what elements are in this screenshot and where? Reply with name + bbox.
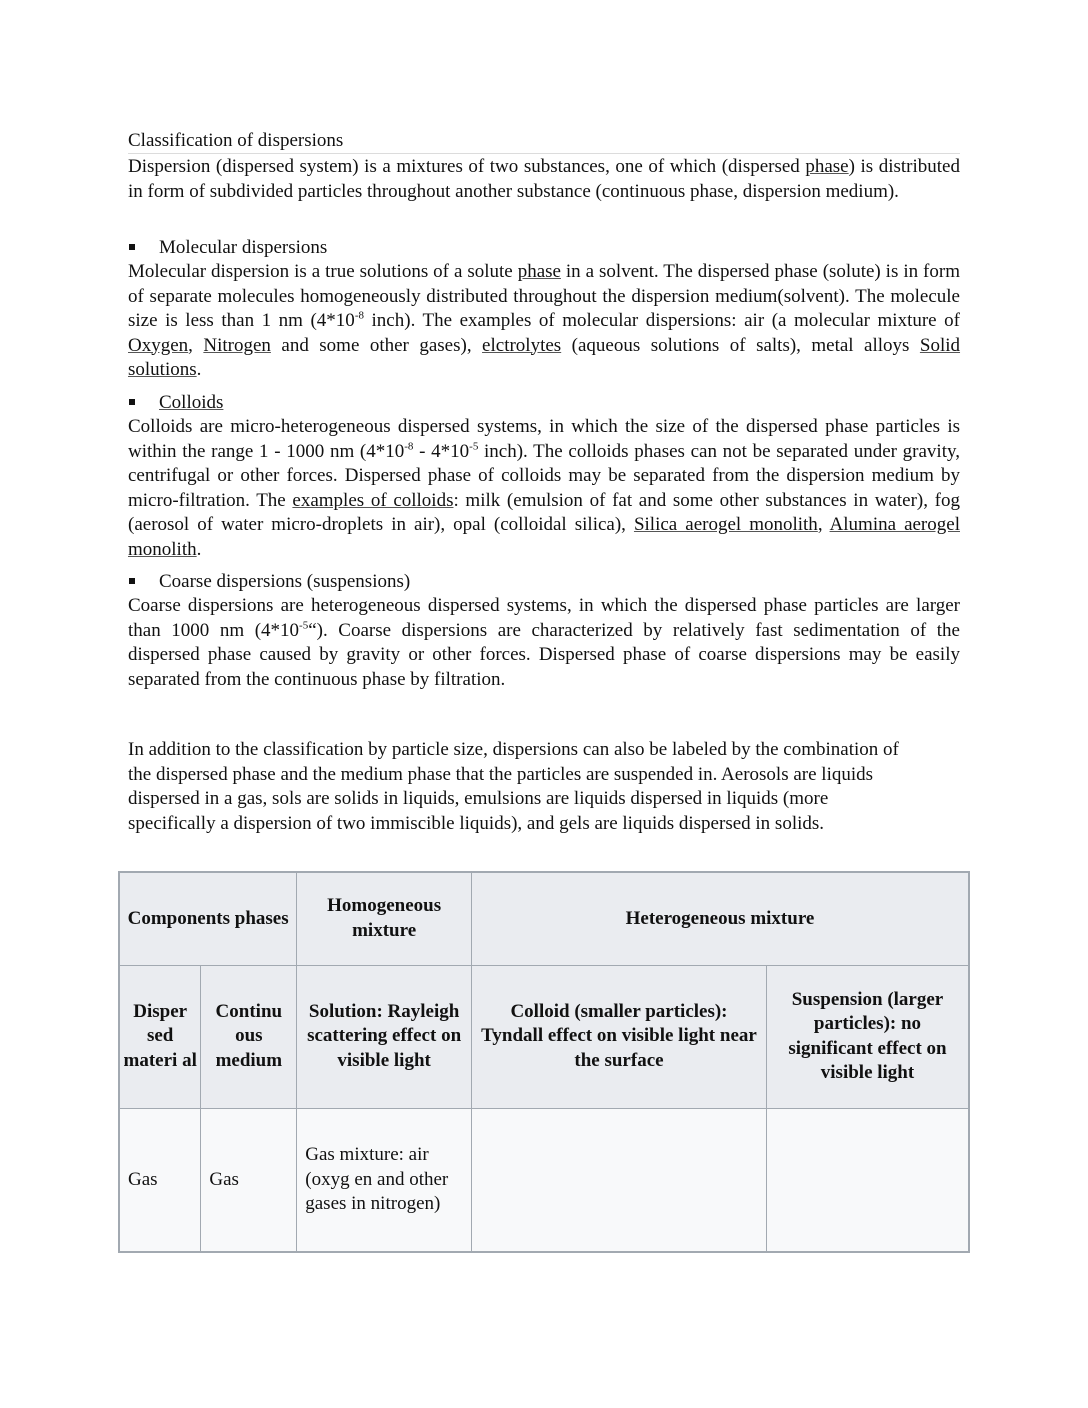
cell-solution: Gas mixture: air (oxyg en and other gases in nitrogen) [297, 1108, 472, 1252]
link-phase[interactable]: phase [517, 261, 561, 282]
colloids-paragraph [128, 415, 960, 562]
table-row [119, 1108, 969, 1252]
header-suspension: Suspension (larger particles): no significant effect on visible light [766, 965, 969, 1108]
superscript: -8 [354, 309, 364, 322]
bullet-molecular-dispersions [128, 236, 327, 260]
text: Molecular dispersion is a true solutions of a solute [128, 261, 518, 282]
link-examples-of-colloids[interactable]: examples of colloids [292, 489, 454, 511]
text: Dispersion (dispersed system) is a mixtures of two substances, one of which (dispersed [128, 156, 806, 177]
superscript: -5 [469, 440, 479, 453]
header-dispersed-material: Disper sed materi al [119, 965, 201, 1108]
link-alumina-aerogel[interactable]: Alumina aerogel monolith [128, 514, 960, 560]
link-oxygen[interactable]: Oxygen [128, 334, 189, 356]
text: Coarse dispersions are heterogeneous dispersed systems, in which the dispersed phase particles are larger than 1000 nm (4*10 [128, 595, 960, 641]
addition-paragraph: In addition to the classification by particle size, dispersions can also be labeled by the combination of the dispersed phase and the medium phase that the particles are suspended in. Aerosols are liquids dispersed in a gas, sols are solids in liquids, emulsions are liquids dispersed in liquids (more specifically a dispersion of two immiscible liquids), and gels are liquids dispersed in solids. [128, 739, 899, 834]
text: Colloids are micro-heterogeneous dispersed systems, in which the size of the dispersed phase particles is within the range 1 - 1000 nm (4*10 [128, 416, 960, 462]
bullet-coarse-dispersions [128, 570, 410, 594]
superscript: -5 [299, 619, 309, 632]
section-heading: Coarse dispersions (suspensions) [159, 571, 411, 592]
link-electrolytes[interactable]: elctrolytes [482, 334, 562, 356]
text: ) is distributed in form of subdivided particles throughout another substance (continuous phase, dispersion medium). [128, 156, 960, 202]
text: and some other gases), [270, 334, 483, 356]
intro-paragraph [128, 155, 960, 204]
link-colloids-heading[interactable]: Colloids [159, 392, 224, 413]
text: - 4*10 [413, 440, 470, 462]
text: inch). The colloids phases can not be separated under gravity, centrifugal or other forces. Dispersed phase of colloids may be separated from the dispersion medium by micro-filtration. The [128, 440, 960, 511]
header-components-phases: Components phases [119, 872, 297, 965]
link-phase[interactable]: phase [805, 156, 849, 177]
text: . [196, 538, 202, 560]
text: , [188, 334, 204, 356]
link-silica-aerogel[interactable]: Silica aerogel monolith [633, 514, 818, 535]
bullet-square-icon [129, 399, 135, 405]
superscript: -8 [404, 440, 414, 453]
cell-continuous: Gas [201, 1108, 297, 1252]
header-solution: Solution: Rayleigh scattering effect on visible light [297, 965, 472, 1108]
text: in a solvent. The dispersed phase (solute) is in form of separate molecules homogeneously distributed throughout the dispersion medium(solvent). The molecule size is less than 1 nm (4*10 [128, 261, 960, 331]
link-nitrogen[interactable]: Nitrogen [203, 334, 271, 356]
header-homogeneous-mixture: Homogeneous mixture [297, 872, 472, 965]
bullet-square-icon [129, 244, 135, 250]
cell-suspension [766, 1108, 969, 1252]
text: . [196, 359, 202, 380]
table-subheader-row [119, 965, 969, 1108]
coarse-paragraph [128, 594, 960, 692]
cell-dispersed: Gas [119, 1108, 201, 1252]
header-continuous-medium: Continu ous medium [201, 965, 297, 1108]
text: inch). The examples of molecular dispersions: air (a molecular mixture of [363, 310, 960, 331]
bullet-colloids [128, 391, 223, 415]
link-solid-solutions[interactable]: Solid solutions [128, 334, 961, 380]
text: “). Coarse dispersions are characterized by relatively fast sedimentation of the dispersed phase caused by gravity or other forces. Dispersed phase of coarse dispersions may be easily separated from the continuous phase by filtration. [128, 619, 960, 690]
header-colloid: Colloid (smaller particles): Tyndall effect on visible light near the surface [472, 965, 767, 1108]
document-title: Classification of dispersions [128, 129, 960, 154]
header-heterogeneous-mixture: Heterogeneous mixture [472, 872, 970, 965]
bullet-square-icon [129, 578, 135, 584]
section-heading: Molecular dispersions [159, 237, 328, 258]
dispersion-mixture-table [118, 871, 970, 1253]
text: : milk (emulsion of fat and some other substances in water), fog (aerosol of water micro-droplets in air), opal (colloidal silica), [128, 489, 960, 535]
molecular-paragraph [128, 260, 960, 383]
cell-colloid [472, 1108, 767, 1252]
text: , [817, 514, 830, 535]
text: (aqueous solutions of salts), metal alloys [561, 334, 920, 356]
table-header-row [119, 872, 969, 965]
